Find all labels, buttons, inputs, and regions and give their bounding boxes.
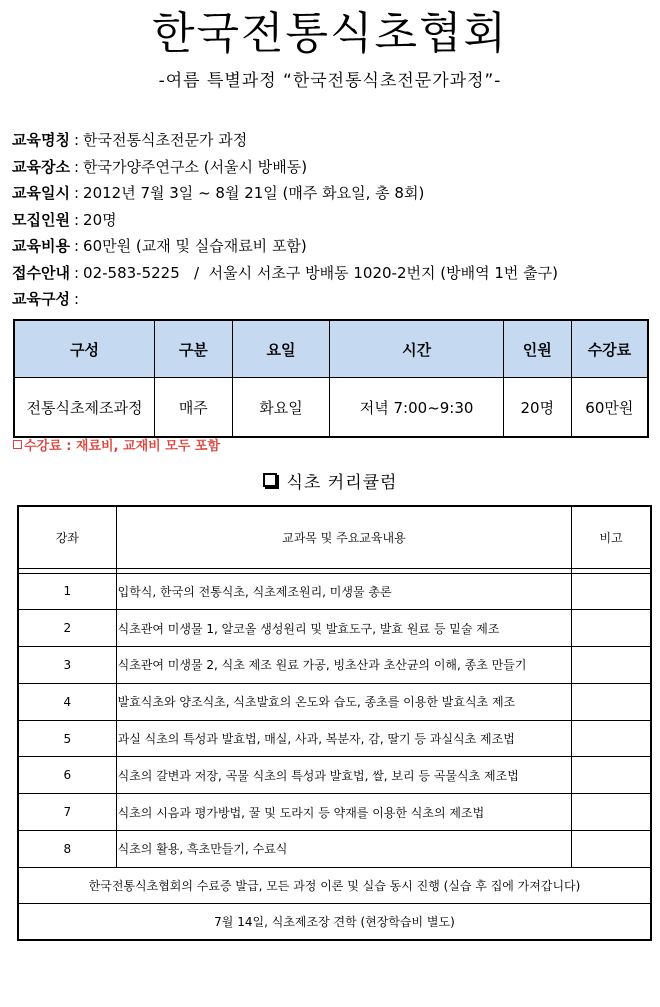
table-row (18, 831, 651, 868)
footer-note-field-trip: 7월 14일, 식초제조장 견학 (현장학습비 별도) (18, 903, 651, 940)
course-table (13, 319, 649, 438)
fee-note (13, 435, 220, 454)
lesson-number: 2 (18, 610, 116, 647)
table-cell: 60만원 (571, 378, 648, 438)
curriculum-title-text: 식초 커리큘럼 (286, 473, 398, 493)
lesson-remark (572, 573, 651, 610)
curriculum-table-header (18, 506, 651, 568)
lesson-remark (572, 610, 651, 647)
info-value: 한국가양주연구소 (서울시 방배동) (83, 157, 308, 176)
info-value: 2012년 7월 3일 ~ 8월 21일 (매주 화요일, 총 8회) (83, 184, 425, 202)
lesson-remark (572, 794, 651, 831)
info-row-contact (12, 260, 652, 287)
lesson-content: 발효식초와 양조식초, 식초발효의 온도와 습도, 종초를 이용한 발효식초 제조 (116, 683, 572, 720)
info-value: 02-583-5225 / 서울시 서초구 방배동 1020-2번지 (방배역 1번 출구) (83, 263, 558, 282)
lesson-content: 식초의 시음과 평가방법, 꿀 및 도라지 등 약재를 이용한 식초의 제조법 (116, 794, 572, 831)
header-cell: 구분 (154, 320, 232, 378)
curriculum-table (17, 505, 652, 941)
info-label: 교육구성 (12, 290, 70, 308)
header-cell: 인원 (503, 320, 571, 378)
info-separator: : (73, 131, 80, 149)
table-row (14, 378, 648, 438)
lesson-content: 식초의 활용, 흑초만들기, 수료식 (116, 831, 572, 868)
course-info (12, 127, 652, 313)
curriculum-footer-row (18, 867, 651, 903)
info-row-structure (12, 286, 652, 313)
table-row (18, 720, 651, 757)
lesson-content: 입학식, 한국의 전통식초, 식초제조원리, 미생물 총론 (116, 573, 572, 610)
info-separator: : (73, 210, 80, 229)
info-value: 60만원 (교재 및 실습재료비 포함) (83, 237, 307, 255)
lesson-number: 3 (18, 647, 116, 684)
footer-note-certificate: 한국전통식초협회의 수료증 발급, 모든 과정 이론 및 실습 동시 진행 (실습 후 집에 가져갑니다) (18, 867, 651, 903)
info-label: 교육일시 (12, 184, 70, 202)
header-cell: 시간 (330, 320, 504, 378)
info-value: 한국전통식초전문가 과정 (83, 131, 248, 149)
info-value: 20명 (83, 210, 117, 229)
header-cell: 수강료 (571, 320, 648, 378)
table-cell: 매주 (154, 378, 232, 438)
lesson-content: 식초관여 미생물 2, 식초 제조 원료 가공, 빙초산과 초산균의 이해, 종초 만들기 (116, 647, 572, 684)
square-bullet-icon (263, 473, 277, 487)
lesson-number: 4 (18, 683, 116, 720)
info-label: 교육장소 (12, 157, 70, 176)
header-cell: 구성 (14, 320, 154, 378)
lesson-number: 5 (18, 720, 116, 757)
curriculum-title (0, 468, 660, 493)
curriculum-footer-row (18, 903, 651, 940)
lesson-content: 과실 식초의 특성과 발효법, 매실, 사과, 복분자, 감, 딸기 등 과실식초 제조법 (116, 720, 572, 757)
lesson-number: 1 (18, 573, 116, 610)
lesson-remark (572, 831, 651, 868)
header-cell: 비고 (572, 506, 651, 568)
table-cell: 저녁 7:00~9:30 (330, 378, 504, 438)
lesson-content: 식초관여 미생물 1, 알코올 생성원리 및 발효도구, 발효 원료 등 밑술 제조 (116, 610, 572, 647)
table-row (18, 794, 651, 831)
page-title: 한국전통식초협회 (151, 8, 509, 59)
info-row-schedule (12, 180, 652, 207)
info-separator: : (73, 290, 80, 308)
table-row (18, 610, 651, 647)
info-row-capacity (12, 207, 652, 234)
lesson-number: 8 (18, 831, 116, 868)
header-cell: 요일 (232, 320, 330, 378)
info-label: 교육비용 (12, 237, 70, 255)
course-table-header (14, 320, 648, 378)
table-row (18, 683, 651, 720)
lesson-remark (572, 683, 651, 720)
info-label: 교육명칭 (12, 131, 70, 149)
table-row (18, 647, 651, 684)
table-cell: 20명 (503, 378, 571, 438)
lesson-remark (572, 757, 651, 794)
lesson-number: 7 (18, 794, 116, 831)
info-label: 접수안내 (12, 263, 70, 282)
lesson-remark (572, 647, 651, 684)
info-label: 모집인원 (12, 210, 70, 229)
info-row-location (12, 154, 652, 181)
info-separator: : (73, 184, 80, 202)
info-row-cost (12, 233, 652, 260)
info-row-name (12, 127, 652, 154)
info-separator: : (73, 263, 80, 282)
lesson-content: 식초의 갈변과 저장, 곡물 식초의 특성과 발효법, 쌀, 보리 등 곡물식초 제조법 (116, 757, 572, 794)
square-bullet-icon (13, 440, 22, 449)
lesson-remark (572, 720, 651, 757)
table-cell: 전통식초제조과정 (14, 378, 154, 438)
table-cell: 화요일 (232, 378, 330, 438)
info-separator: : (73, 157, 80, 176)
header-cell: 강좌 (18, 506, 116, 568)
header-cell: 교과목 및 주요교육내용 (116, 506, 572, 568)
fee-note-text: 수강료 : 재료비, 교재비 모두 포함 (24, 439, 221, 454)
lesson-number: 6 (18, 757, 116, 794)
page-subtitle: -여름 특별과정 “한국전통식초전문가과정”- (158, 71, 502, 91)
info-separator: : (73, 237, 80, 255)
table-row (18, 757, 651, 794)
table-row (18, 573, 651, 610)
